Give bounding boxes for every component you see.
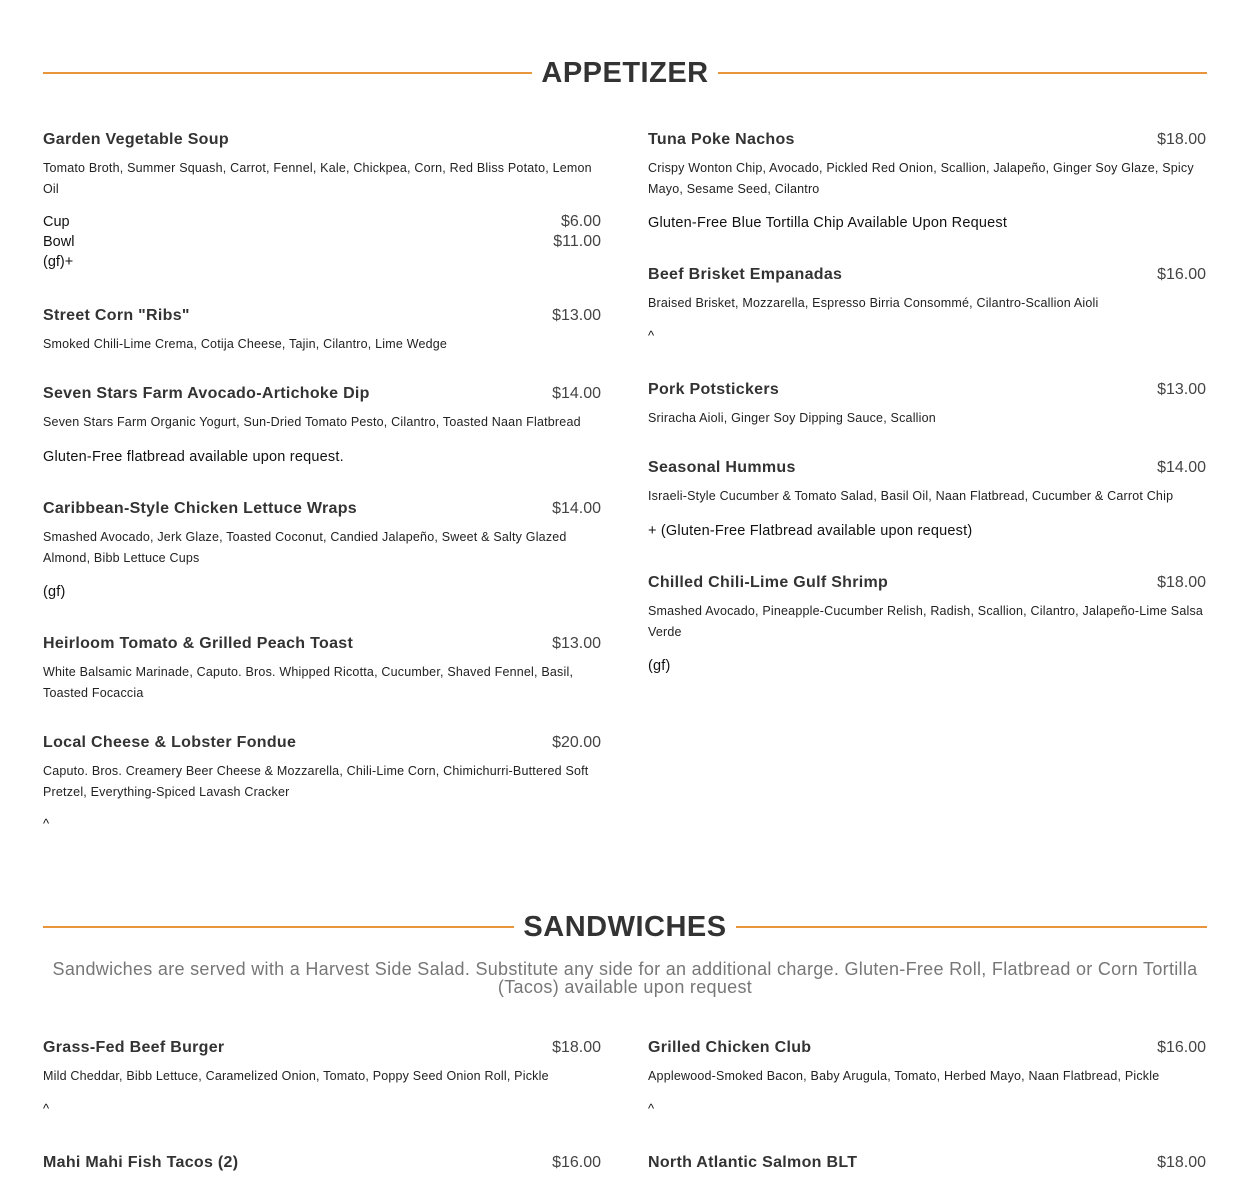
item-description: Smoked Chili-Lime Crema, Cotija Cheese, Tajin, Cilantro, Lime Wedge [43,337,448,351]
section-title: APPETIZER [541,56,709,89]
item-description: Smashed Avocado, Pineapple-Cucumber Relish, Radish, Scallion, Cilantro, Jalapeño-Lime Salsa Verde [648,604,1204,639]
option-label: Bowl [43,234,75,250]
item-description: Smashed Avocado, Jerk Glaze, Toasted Coconut, Candied Jalapeño, Sweet & Salty Glazed Almond, Bibb Lettuce Cups [43,530,567,565]
item-name: Beef Brisket Empanadas [648,266,843,283]
menu-item[interactable] [43,734,601,831]
divider-line [43,926,514,928]
item-price: $18.00 [1157,574,1206,591]
option-label: (gf)+ [43,254,74,270]
item-description: Tomato Broth, Summer Squash, Carrot, Fennel, Kale, Chickpea, Corn, Red Bliss Potato, Lemon Oil [43,161,592,196]
option-price: $11.00 [553,233,601,250]
section-title: SANDWICHES [523,910,727,943]
item-description: Israeli-Style Cucumber & Tomato Salad, Basil Oil, Naan Flatbread, Cucumber & Carrot Chip [648,489,1174,503]
item-price: $14.00 [552,500,601,517]
menu-item[interactable] [43,500,601,600]
menu-item[interactable] [43,1154,601,1172]
item-note: (gf) [43,584,66,600]
divider-line [736,926,1207,928]
menu-item[interactable] [648,574,1206,674]
item-name: North Atlantic Salmon BLT [648,1154,858,1171]
item-options [43,212,601,272]
item-description: Applewood-Smoked Bacon, Baby Arugula, Tomato, Herbed Mayo, Naan Flatbread, Pickle [648,1069,1160,1083]
item-name: Grass-Fed Beef Burger [43,1039,225,1056]
menu-item[interactable] [648,459,1206,539]
section-note: Sandwiches are served with a Harvest Side Salad. Substitute any side for an additional charge. Gluten-Free Roll, Flatbread or Corn Tortilla (Tacos) available upon request [52,959,1198,997]
menu-item[interactable] [648,1154,1206,1172]
item-name: Local Cheese & Lobster Fondue [43,734,297,751]
item-name: Seven Stars Farm Avocado-Artichoke Dip [43,385,370,402]
option-price: $6.00 [560,213,601,230]
item-name: Heirloom Tomato & Grilled Peach Toast [43,635,354,652]
item-description: White Balsamic Marinade, Caputo. Bros. Whipped Ricotta, Cucumber, Shaved Fennel, Basil, Toasted Focaccia [43,665,574,700]
item-name: Seasonal Hummus [648,459,796,476]
menu-item[interactable] [43,1039,601,1116]
menu-item[interactable] [648,1039,1206,1116]
item-note: Gluten-Free Blue Tortilla Chip Available Upon Request [648,215,1008,231]
divider-line [718,72,1207,74]
item-marker: ^ [648,1100,655,1116]
item-price: $18.00 [1157,1154,1206,1171]
item-note: (gf) [648,658,671,674]
item-marker: ^ [43,816,50,831]
option-row [43,212,601,232]
menu-item[interactable] [648,381,1206,429]
menu-item[interactable] [648,131,1206,231]
item-price: $13.00 [1157,381,1206,398]
item-price: $13.00 [552,307,601,324]
menu-item[interactable] [43,307,601,355]
item-note: Gluten-Free flatbread available upon request. [43,448,344,465]
menu-item[interactable] [43,635,601,703]
option-label: Cup [43,214,70,230]
item-description: Caputo. Bros. Creamery Beer Cheese & Mozzarella, Chili-Lime Corn, Chimichurri-Buttered Soft Pretzel, Everything-Spiced Lavash Cracker [43,764,589,799]
divider-line [43,72,532,74]
item-name: Garden Vegetable Soup [43,131,229,148]
item-description: Seven Stars Farm Organic Yogurt, Sun-Dried Tomato Pesto, Cilantro, Toasted Naan Flatbread [43,415,581,429]
item-price: $13.00 [552,635,601,652]
item-description: Mild Cheddar, Bibb Lettuce, Caramelized Onion, Tomato, Poppy Seed Onion Roll, Pickle [43,1069,549,1083]
item-price: $16.00 [1157,266,1206,283]
sandwiches-header [43,907,1207,947]
item-price: $18.00 [552,1039,601,1056]
item-name: Pork Potstickers [648,381,780,398]
menu-item[interactable] [43,385,601,465]
item-description: Braised Brisket, Mozzarella, Espresso Birria Consommé, Cilantro-Scallion Aioli [648,296,1099,310]
item-note: + (Gluten-Free Flatbread available upon request) [648,522,973,539]
menu-item[interactable] [43,131,601,272]
item-price: $16.00 [1157,1039,1206,1056]
item-marker: ^ [648,327,655,343]
appetizer-header [43,53,1207,93]
item-name: Grilled Chicken Club [648,1039,812,1056]
item-name: Street Corn "Ribs" [43,307,190,324]
item-price: $18.00 [1157,131,1206,148]
option-row [43,252,601,272]
item-price: $16.00 [552,1154,601,1171]
item-price: $14.00 [1157,459,1206,476]
item-name: Caribbean-Style Chicken Lettuce Wraps [43,500,357,517]
item-description: Crispy Wonton Chip, Avocado, Pickled Red Onion, Scallion, Jalapeño, Ginger Soy Glaze, Spicy Mayo, Sesame Seed, Cilantro [648,161,1194,196]
item-name: Chilled Chili-Lime Gulf Shrimp [648,574,889,591]
item-name: Mahi Mahi Fish Tacos (2) [43,1154,239,1171]
option-row [43,232,601,252]
menu-item[interactable] [648,266,1206,343]
item-marker: ^ [43,1100,50,1116]
item-price: $14.00 [552,385,601,402]
item-name: Tuna Poke Nachos [648,131,795,148]
item-price: $20.00 [552,734,601,751]
item-description: Sriracha Aioli, Ginger Soy Dipping Sauce, Scallion [648,411,936,425]
